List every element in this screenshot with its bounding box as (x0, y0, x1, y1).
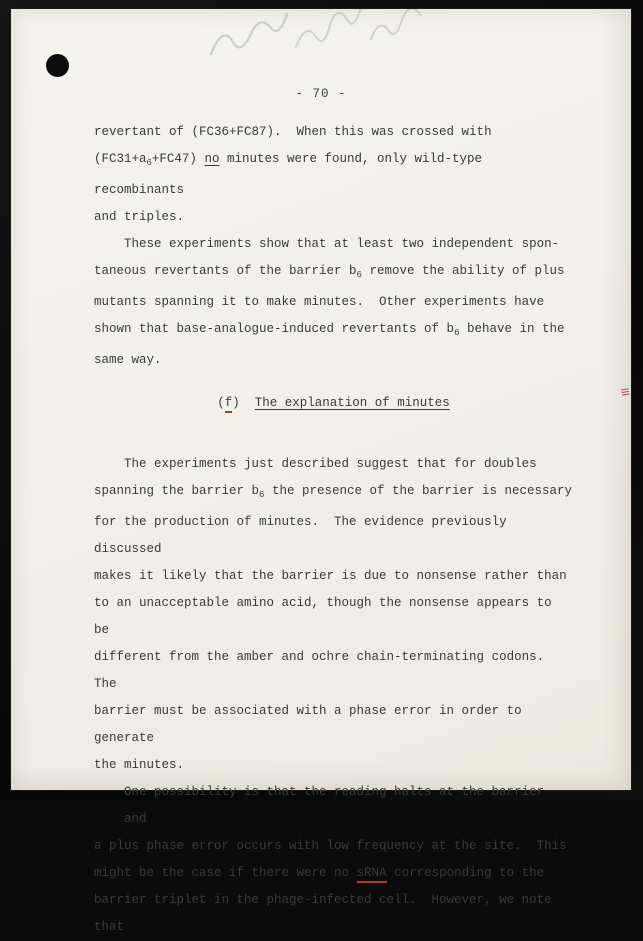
text-segment: The explanation of minutes (254, 396, 450, 410)
text-line (94, 887, 573, 941)
text-segment: (FC31+a (94, 152, 147, 166)
punch-hole (46, 54, 69, 77)
red-underlined-text: f (225, 396, 233, 413)
text-segment: remove the ability of plus (361, 264, 565, 278)
text-line (94, 860, 573, 887)
text-line (94, 752, 573, 779)
text-segment: a plus phase error occurs with low frequency at the site. This (94, 839, 567, 853)
text-segment: minutes were found, only wild-type recombinants (94, 152, 490, 197)
text-line (94, 258, 573, 289)
text-segment: the minutes. (94, 758, 185, 772)
text-line (94, 204, 573, 231)
text-segment: spanning the barrier b (94, 484, 260, 498)
text-line (94, 779, 573, 833)
text-segment: different from the amber and ochre chain-terminating codons. The (94, 650, 560, 691)
text-line (94, 590, 573, 644)
text-segment: mutants spanning it to make minutes. Other experiments have (94, 295, 545, 309)
subscript-text: 6 (356, 270, 362, 280)
section-heading (94, 390, 573, 417)
text-line (94, 119, 573, 146)
subscript-text: 6 (146, 158, 152, 168)
text-segment: One possibility is that the reading halts at the barrier and (124, 785, 552, 826)
text-segment: barrier triplet in the phage-infected cell. However, we note that (94, 893, 560, 934)
document-page (11, 9, 631, 934)
text-segment: revertant of (FC36+FC87). When this was crossed with (94, 125, 492, 139)
text-segment: ) (232, 396, 255, 410)
text-segment: The experiments just described suggest that for doubles (124, 457, 537, 471)
text-line (94, 451, 573, 478)
subscript-text: 6 (454, 328, 460, 338)
text-line (94, 644, 573, 698)
faint-handwriting (201, 9, 461, 69)
text-segment: to an unacceptable amino acid, though the nonsense appears to be (94, 596, 560, 637)
text-line (94, 146, 573, 204)
text-segment: shown that base-analogue-induced revertants of b (94, 322, 455, 336)
text-segment: for the production of minutes. The evidence previously discussed (94, 515, 515, 556)
text-line (94, 698, 573, 752)
red-margin-mark: ≡ (619, 384, 631, 403)
text-line (94, 289, 573, 316)
text-segment: +FC47) (151, 152, 205, 166)
text-segment: the presence of the barrier is necessary (264, 484, 572, 498)
text-line (94, 833, 573, 860)
text-segment: ( (217, 396, 225, 410)
text-segment: makes it likely that the barrier is due to nonsense rather than (94, 569, 567, 583)
text-line (94, 347, 573, 374)
subscript-text: 6 (259, 490, 265, 500)
text-segment: same way. (94, 353, 162, 367)
red-underlined-text: sRNA (357, 866, 387, 883)
text-segment: These experiments show that at least two independent spon- (124, 237, 560, 251)
text-segment: might be the case if there were no (94, 866, 357, 880)
text-segment: barrier must be associated with a phase error in order to generate (94, 704, 530, 745)
text-line (94, 509, 573, 563)
page-number: - 70 - (295, 87, 347, 101)
text-segment: taneous revertants of the barrier b (94, 264, 357, 278)
text-line (94, 316, 573, 347)
text-line (94, 478, 573, 509)
text-segment: and triples. (94, 210, 185, 224)
text-segment: no (204, 152, 220, 166)
text-line (94, 563, 573, 590)
text-segment: corresponding to the (386, 866, 545, 880)
text-line (94, 231, 573, 258)
text-segment: behave in the (459, 322, 565, 336)
document-text (11, 119, 631, 941)
